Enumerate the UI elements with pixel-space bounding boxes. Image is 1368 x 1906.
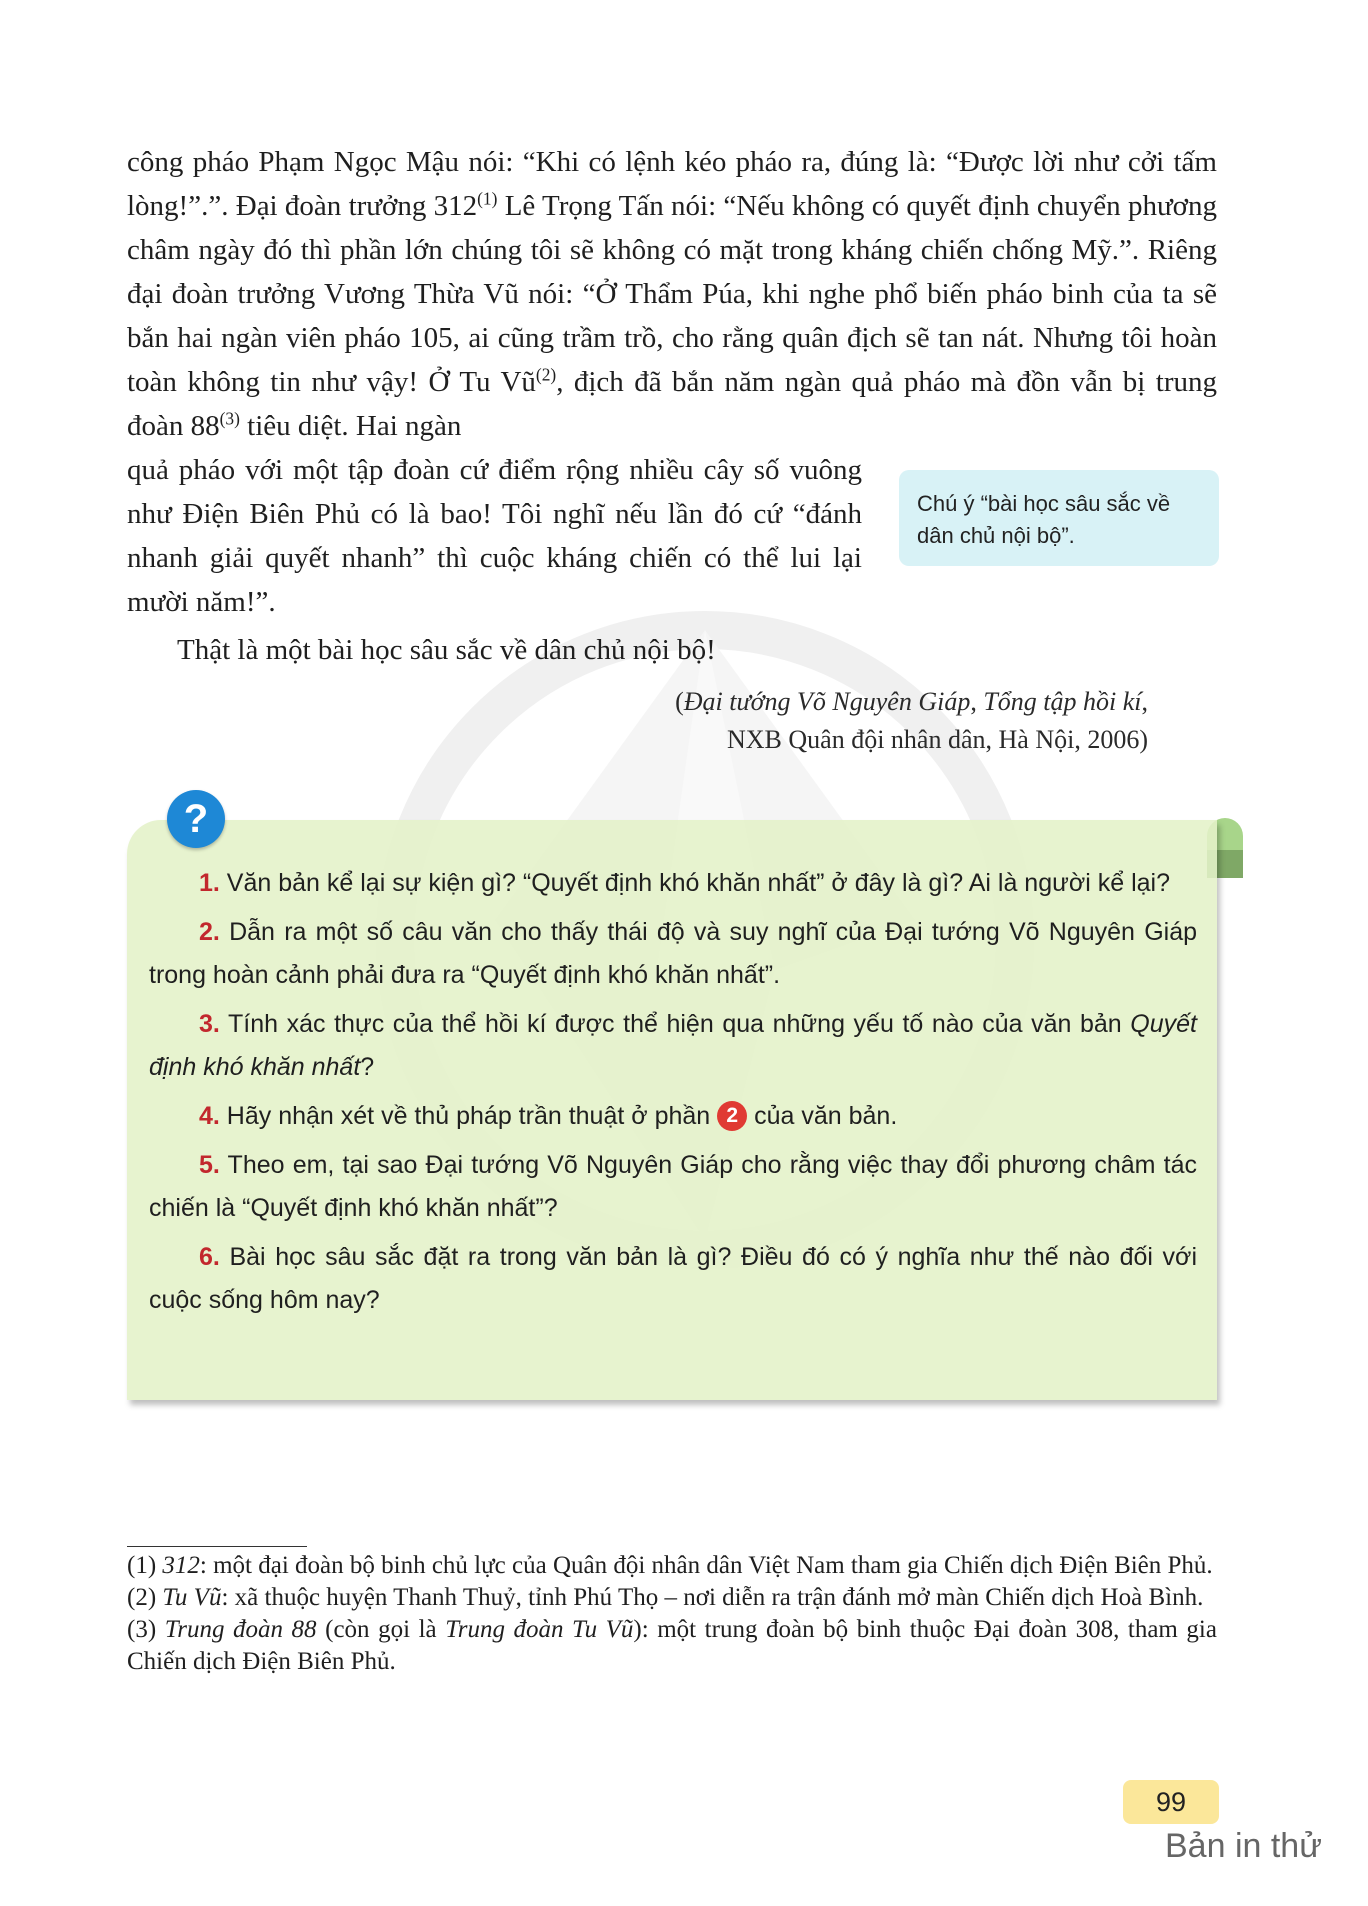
source-sep: , [970,687,984,716]
question-number: 3. [199,1010,220,1038]
draft-label: Bản in thử [1165,1827,1322,1865]
main-text-part-b: Lê Trọng Tấn nói: “Nếu không có quyết định chuyển phương châm ngày đó thì phần lớn chúng tôi sẽ không có mặt trong kháng chiến chống Mỹ.”. Riêng đại đoàn trưởng Vương Thừa Vũ nói: “Ở Thẩm Púa, khi nghe phổ biến pháo binh của ta sẽ bắn hai ngàn viên pháo 105, ai cũng trầm trồ, cho rằng quân địch sẽ tan nát. Nhưng tôi hoàn toàn không tin như vậy! Ở Tu Vũ [127,190,1217,398]
question-mark-icon: ? [167,790,225,848]
questions-panel [127,820,1217,1400]
main-paragraph [127,140,1217,448]
footnote-text: (còn gọi là [316,1616,446,1643]
question-number: 5. [199,1151,220,1179]
question-number: 1. [199,869,220,897]
question-1 [149,862,1197,905]
main-text-part-d: tiêu diệt. Hai ngàn [239,410,462,442]
question-number: 2. [199,918,220,946]
source-citation: (Đại tướng Võ Nguyên Giáp, Tổng tập hồi kí, NXB Quân đội nhân dân, Hà Nội, 2006) [675,683,1148,759]
footnote-ref-2[interactable]: (2) [535,364,557,385]
footnote-term: 312 [162,1552,200,1579]
question-text: Tính xác thực của thể hồi kí được thể hiện qua những yếu tố nào của văn bản [219,1010,1131,1038]
source-author: Đại tướng Võ Nguyên Giáp [683,687,971,716]
question-text: Hãy nhận xét về thủ pháp trần thuật ở phần [219,1102,718,1130]
side-note-box: Chú ý “bài học sâu sắc về dân chủ nội bộ”. [899,470,1219,566]
footnote-divider [127,1546,307,1547]
question-text: Dẫn ra một số câu văn cho thấy thái độ và suy nghĩ của Đại tướng Võ Nguyên Giáp trong hoàn cảnh phải đưa ra “Quyết định khó khăn nhất”. [149,918,1197,989]
footnote-text-end: ): một trung đoàn bộ binh thuộc Đại đoàn 308, tham gia Chiến dịch Điện Biên Phủ. [127,1616,1217,1675]
question-number: 4. [199,1102,220,1130]
footnote-ref-3[interactable]: (3) [219,408,240,429]
main-text-part-a: công pháo Phạm Ngọc Mậu nói: “Khi có lệnh kéo pháo ra, đúng là: “Được lời như cởi tấm lòng!”.”. Đại đoàn trưởng 312 [127,146,1217,222]
question-number: 6. [199,1243,220,1271]
main-paragraph-continued [127,448,862,624]
footnote-label: (3) [127,1616,165,1643]
source-open-paren: ( [675,687,684,716]
page-number: 99 [1123,1780,1219,1824]
footnote-text: : một đại đoàn bộ binh chủ lực của Quân đội nhân dân Việt Nam tham gia Chiến dịch Điện Biên Phủ. [199,1552,1213,1579]
footnote-term: Tu Vũ [162,1584,222,1611]
question-2 [149,911,1197,997]
main-text-part-e: quả pháo với một tập đoàn cứ điểm rộng nhiều cây số vuông như Điện Biên Phủ có là bao! Tôi nghĩ nếu lần đó cứ “đánh nhanh giải quyết nhanh” thì cuộc kháng chiến có thể lui lại mười năm!”. [127,454,862,618]
question-text-end: ? [360,1053,375,1081]
question-text: Theo em, tại sao Đại tướng Võ Nguyên Giáp cho rằng việc thay đổi phương châm tác chiến là “Quyết định khó khăn nhất”? [149,1151,1197,1222]
question-text-end: của văn bản. [747,1102,898,1130]
footnote-ref-1[interactable]: (1) [477,188,498,209]
footnote-2 [127,1582,1217,1614]
footnote-3 [127,1614,1217,1678]
question-6 [149,1236,1197,1322]
main-text-part-c: , địch đã bắn năm ngàn quả pháo mà đồn vẫn bị trung đoàn 88 [127,366,1217,442]
footnote-label: (2) [127,1584,163,1611]
footnote-term: Trung đoàn 88 [164,1616,317,1643]
question-text: Văn bản kể lại sự kiện gì? “Quyết định khó khăn nhất” ở đây là gì? Ai là người kể lại? [219,869,1171,897]
footnote-term-alt: Trung đoàn Tu Vũ [445,1616,634,1643]
closing-line: Thật là một bài học sâu sắc về dân chủ nội bộ! [177,634,716,666]
footnote-1 [127,1550,1217,1582]
footnote-text: : xã thuộc huyện Thanh Thuỷ, tỉnh Phú Thọ – nơi diễn ra trận đánh mở màn Chiến dịch Hoà Bình. [221,1584,1204,1611]
footnotes [127,1550,1217,1678]
question-5 [149,1144,1197,1230]
source-book: Tổng tập hồi kí [983,687,1142,716]
question-4 [149,1095,1197,1138]
footnote-label: (1) [127,1552,163,1579]
question-3 [149,1003,1197,1089]
source-publisher: NXB Quân đội nhân dân, Hà Nội, 2006) [727,725,1148,754]
part-number-badge: 2 [717,1101,747,1131]
question-text: Bài học sâu sắc đặt ra trong văn bản là gì? Điều đó có ý nghĩa như thế nào đối với cuộc sống hôm nay? [149,1243,1197,1314]
question-work-title: Quyết định khó khăn nhất [149,1010,1197,1081]
